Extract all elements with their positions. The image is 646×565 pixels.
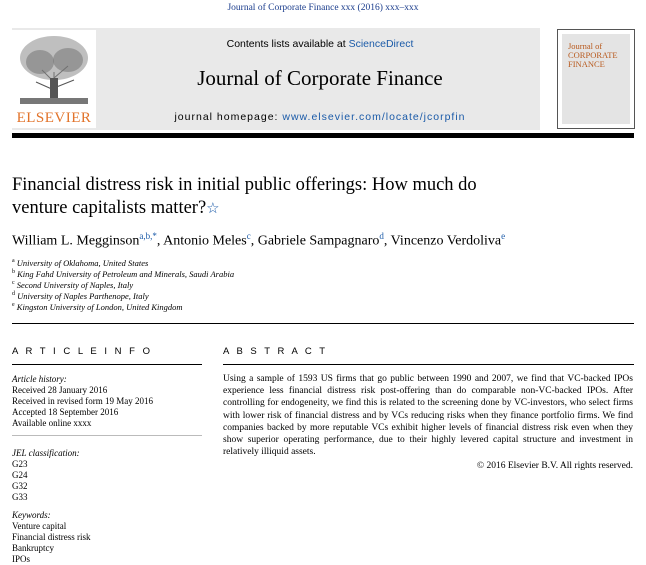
abstract-text: Using a sample of 1593 US firms that go public between 1990 and 2007, we find that VC-backed IPOs experience less financial distress risk post-offering than do comparable non-VC-backed IPOs. After controlling for endogeneity, we find this is related to the screening done by VC-investors, who select firms with lower risk of financial distress and by VCs reducing risks when they finance portfolio firms. We find companies backed by more reputable VCs exhibit higher levels of financial distress risk even when they show superior operating performance, due to their highly levered capital structure and investment in relatively illiquid assets. <box>223 374 633 458</box>
contents-line <box>100 38 540 50</box>
cover-title-line: Journal of <box>568 41 603 51</box>
homepage-prefix: journal homepage: <box>174 111 283 123</box>
jel-code: G32 <box>12 481 28 491</box>
author-name: Gabriele Sampagnaro <box>257 233 380 249</box>
author-name: Vincenzo Verdoliva <box>390 233 502 249</box>
title-line: Financial distress risk in initial public offerings: How much do <box>12 175 477 195</box>
homepage-line <box>100 111 540 123</box>
affiliation-mark: b <box>12 269 15 276</box>
article-history <box>12 374 202 429</box>
affiliation-mark: d <box>12 291 15 298</box>
affiliation-text: Kingston University of London, United Kingdom <box>16 302 183 312</box>
elsevier-tree-icon <box>14 32 94 106</box>
cover-title <box>568 42 630 69</box>
affiliation-text: University of Oklahoma, United States <box>16 258 149 268</box>
sciencedirect-link[interactable]: ScienceDirect <box>348 38 414 50</box>
affiliation <box>12 302 512 312</box>
affiliation-mark: e <box>12 302 15 309</box>
homepage-link[interactable]: www.elsevier.com/locate/jcorpfin <box>282 111 466 123</box>
affiliation-mark: c <box>12 280 15 287</box>
author-separator: , <box>156 233 164 249</box>
header-divider <box>12 133 634 138</box>
history-item: Received 28 January 2016 <box>12 385 108 395</box>
author-list <box>12 231 632 250</box>
cover-title-line: CORPORATE <box>568 50 618 60</box>
abstract-heading: A B S T R A C T <box>223 346 328 357</box>
jel-label: JEL classification: <box>12 448 80 458</box>
title-footnote-star-icon[interactable]: ☆ <box>206 201 220 217</box>
history-item: Accepted 18 September 2016 <box>12 407 119 417</box>
running-head[interactable]: Journal of Corporate Finance xxx (2016) xxx–xxx <box>227 3 419 13</box>
abstract-rule <box>223 364 634 365</box>
author-name: William L. Megginson <box>12 233 140 249</box>
keyword: Venture capital <box>12 521 67 531</box>
keywords-label: Keywords: <box>12 510 51 520</box>
affiliation <box>12 291 512 301</box>
history-divider <box>12 435 202 436</box>
keyword: Bankruptcy <box>12 543 54 553</box>
cover-title-line: FINANCE <box>568 59 605 69</box>
affiliation <box>12 280 512 290</box>
author-affiliation-mark[interactable]: a,b,* <box>139 231 157 241</box>
keywords <box>12 510 202 565</box>
jel-classification <box>12 448 202 503</box>
title-line-2: venture capitalists matter? <box>12 198 207 218</box>
affiliation-text: University of Naples Parthenope, Italy <box>17 291 149 301</box>
jel-code: G24 <box>12 470 28 480</box>
author-separator: , <box>250 233 258 249</box>
copyright-notice: © 2016 Elsevier B.V. All rights reserved. <box>476 461 633 471</box>
title-line <box>12 197 622 221</box>
journal-cover-thumbnail[interactable] <box>557 29 635 129</box>
history-item: Received in revised form 19 May 2016 <box>12 396 153 406</box>
author-affiliation-mark[interactable]: d <box>379 231 384 241</box>
contents-prefix: Contents lists available at <box>226 38 349 50</box>
history-item: Available online xxxx <box>12 418 92 428</box>
affiliation-text: Second University of Naples, Italy <box>16 280 134 290</box>
affiliation <box>12 258 512 268</box>
affiliation-mark: a <box>12 258 15 265</box>
section-divider <box>12 323 634 324</box>
author-name: Antonio Meles <box>163 233 247 249</box>
author-affiliation-mark[interactable]: c <box>246 231 251 241</box>
keyword: IPOs <box>12 554 31 564</box>
keyword: Financial distress risk <box>12 532 91 542</box>
affiliation <box>12 269 512 279</box>
article-info-heading: A R T I C L E I N F O <box>12 346 153 357</box>
article-info-rule <box>12 364 202 365</box>
journal-name[interactable]: Journal of Corporate Finance <box>197 66 443 90</box>
jel-code: G33 <box>12 492 28 502</box>
author-affiliation-mark[interactable]: e <box>501 231 506 241</box>
article-title <box>12 174 622 221</box>
author-separator: , <box>383 233 391 249</box>
jel-code: G23 <box>12 459 28 469</box>
elsevier-wordmark[interactable]: ELSEVIER <box>16 110 92 126</box>
affiliation-text: King Fahd University of Petroleum and Minerals, Saudi Arabia <box>17 269 235 279</box>
history-label: Article history: <box>12 374 67 384</box>
